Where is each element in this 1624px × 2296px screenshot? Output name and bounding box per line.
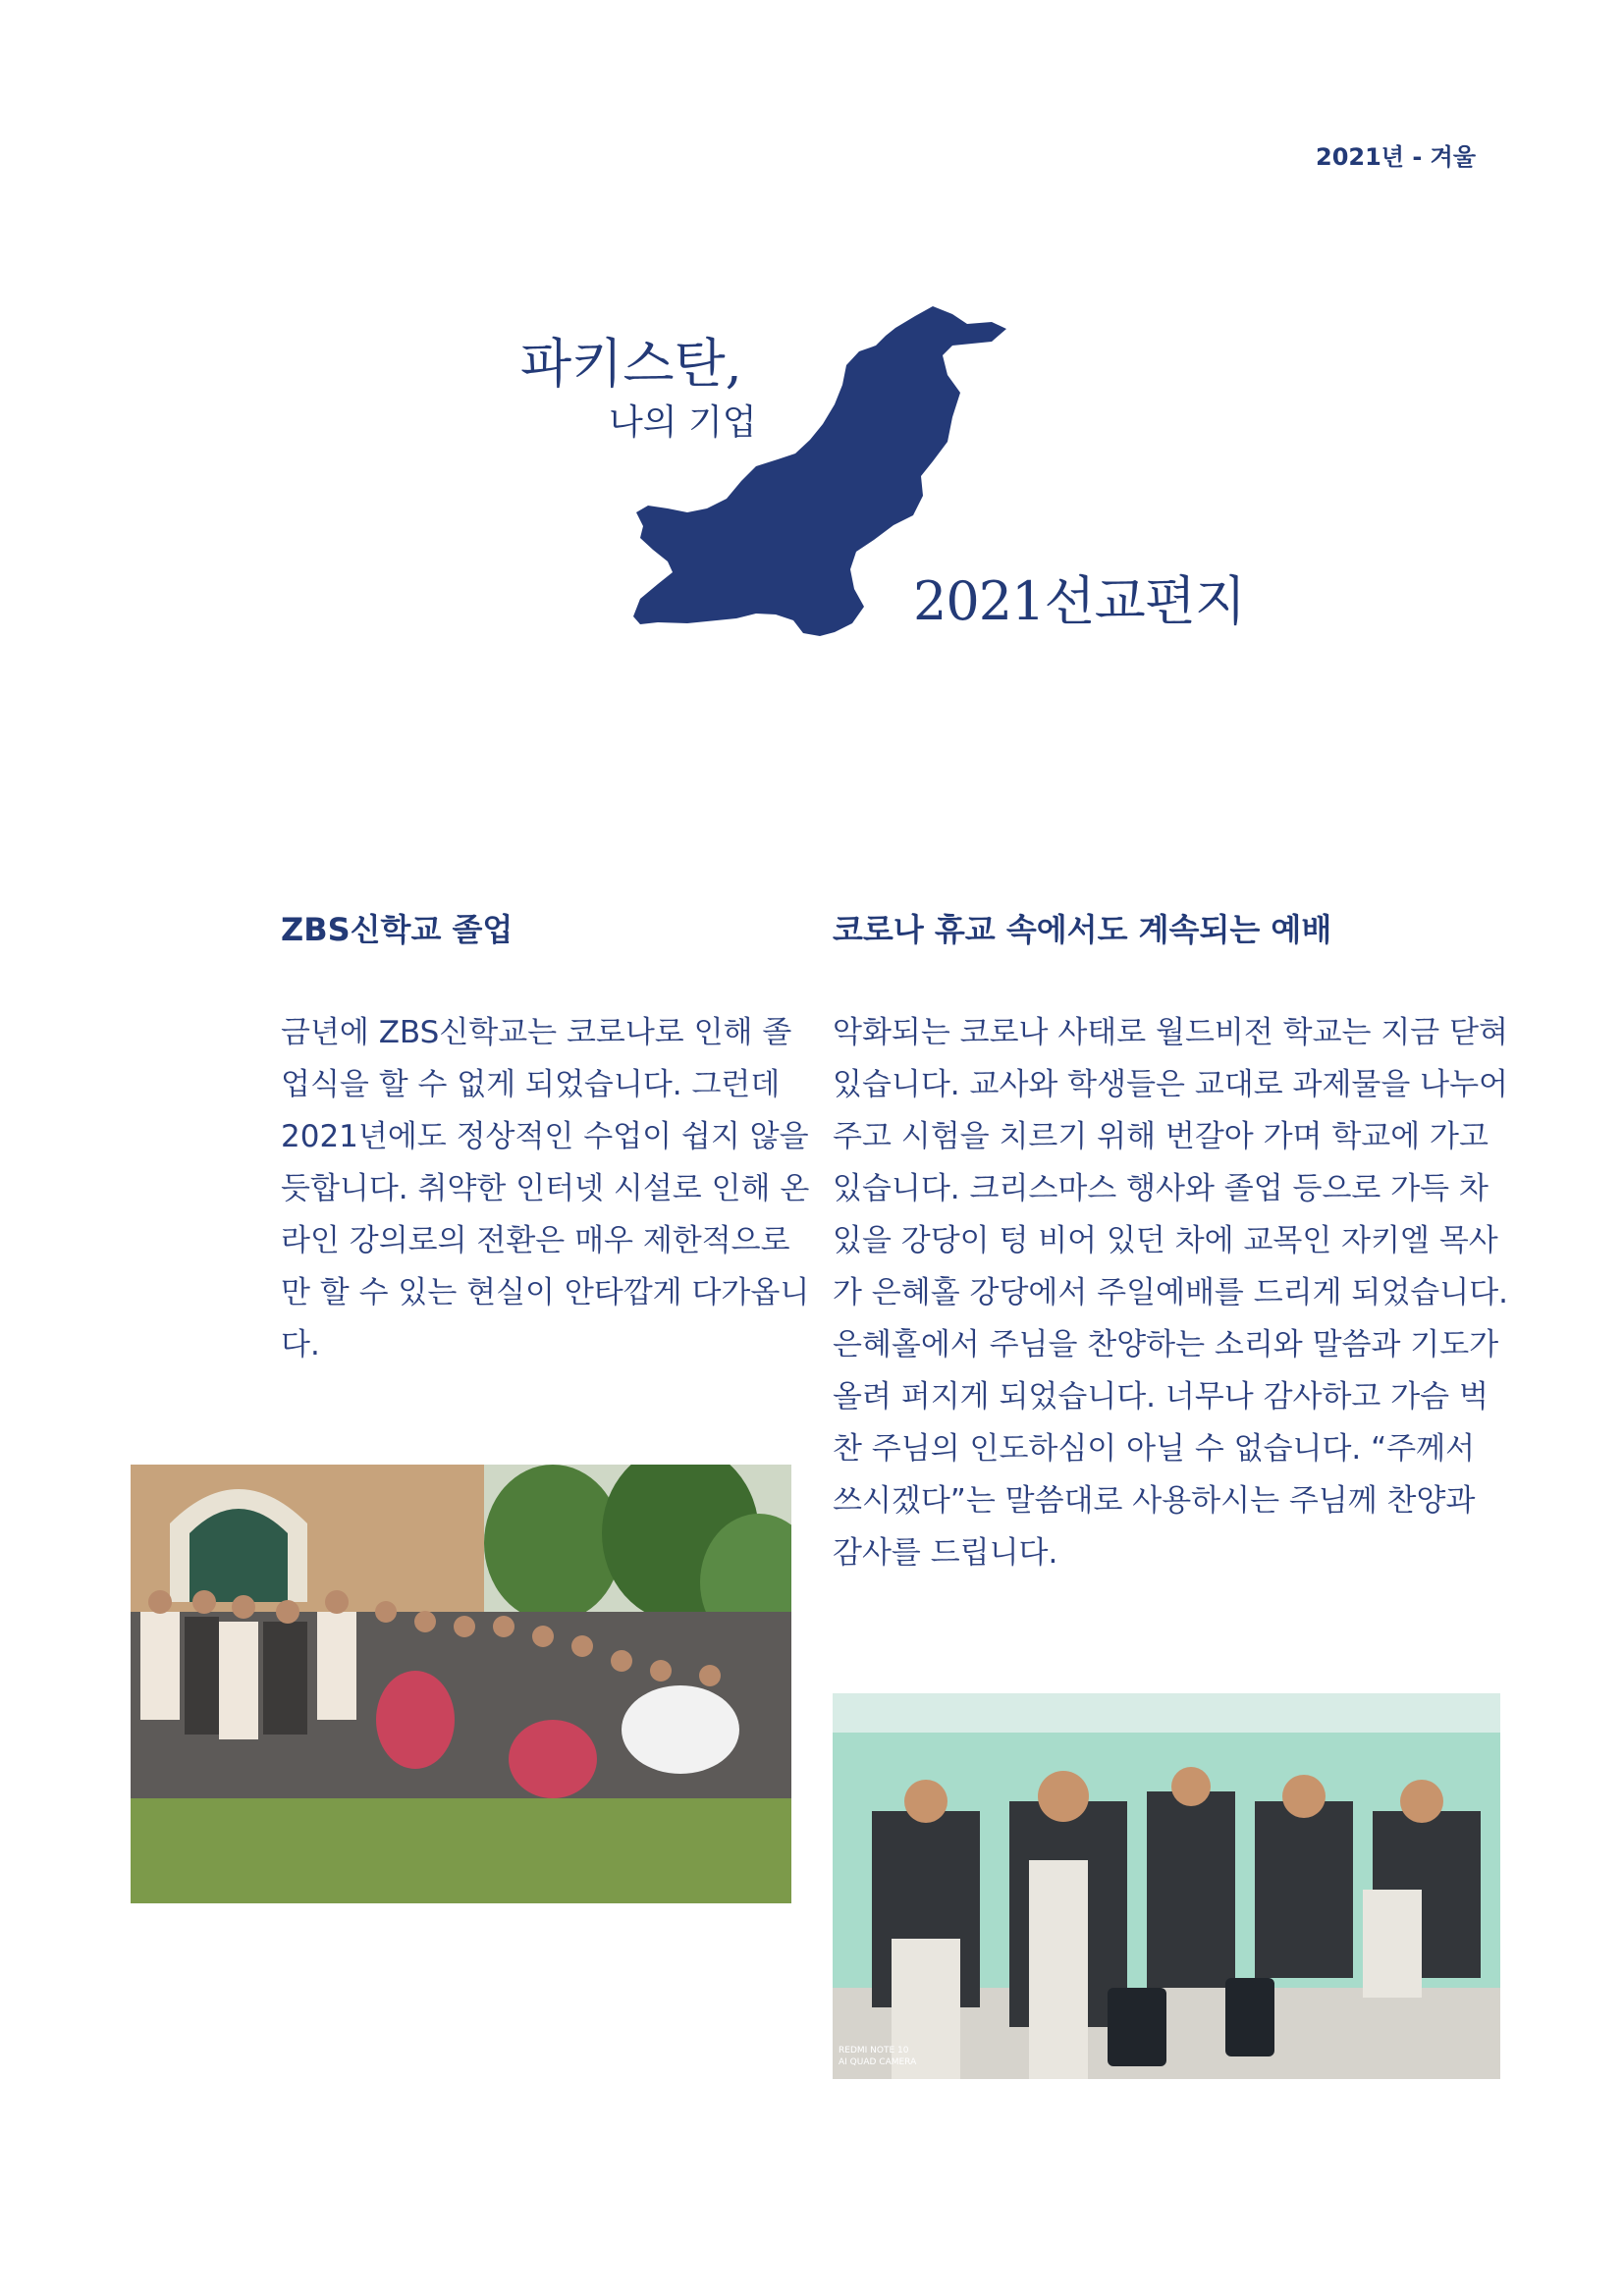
right-section-body: 악화되는 코로나 사태로 월드비전 학교는 지금 닫혀 있습니다. 교사와 학생들은 교대로 과제물을 나누어주고 시험을 치르기 위해 번갈아 가며 학교에 가고 있습니다. 크리스마스 행사와 졸업 등으로 가득 차 있을 강당이 텅 비어 있던 차에 교목인 자키엘 목사가 은혜홀 강당에서 주일예배를 드리게 되었습니다. 은혜홀에서 주님을 찬양하는 소리와 말씀과 기도가 올려 퍼지게 되었습니다. 너무나 감사하고 가슴 벅찬 주님의 인도하심이 아닐 수 없습니다. “주께서 쓰시겠다”는 말씀대로 사용하시는 주님께 찬양과 감사를 드립니다.: [833, 1015, 1508, 1571]
title-line-1: 파키스탄,: [520, 333, 742, 395]
title-line-3: 2021선교편지: [913, 570, 1246, 632]
left-section-heading: ZBS신학교 졸업: [281, 911, 514, 948]
right-section-heading: 코로나 휴교 속에서도 계속되는 예배: [833, 911, 1332, 948]
left-section-body: 금년에 ZBS신학교는 코로나로 인해 졸업식을 할 수 없게 되었습니다. 그런데 2021년에도 정상적인 수업이 쉽지 않을 듯합니다. 취약한 인터넷 시설로 인해 온라인 강의로의 전환은 매우 제한적으로만 할 수 있는 현실이 안타깝게 다가옵니다.: [281, 1015, 810, 1362]
title-line-2: 나의 기업: [609, 402, 757, 443]
worship-service-photo: [833, 1693, 1500, 2079]
season-label: 2021년 - 겨울: [1316, 143, 1477, 171]
camera-watermark-line-2: AI QUAD CAMERA: [839, 2057, 917, 2067]
camera-watermark-line-1: REDMI NOTE 10: [839, 2046, 909, 2056]
graduation-group-photo: [131, 1465, 791, 1903]
